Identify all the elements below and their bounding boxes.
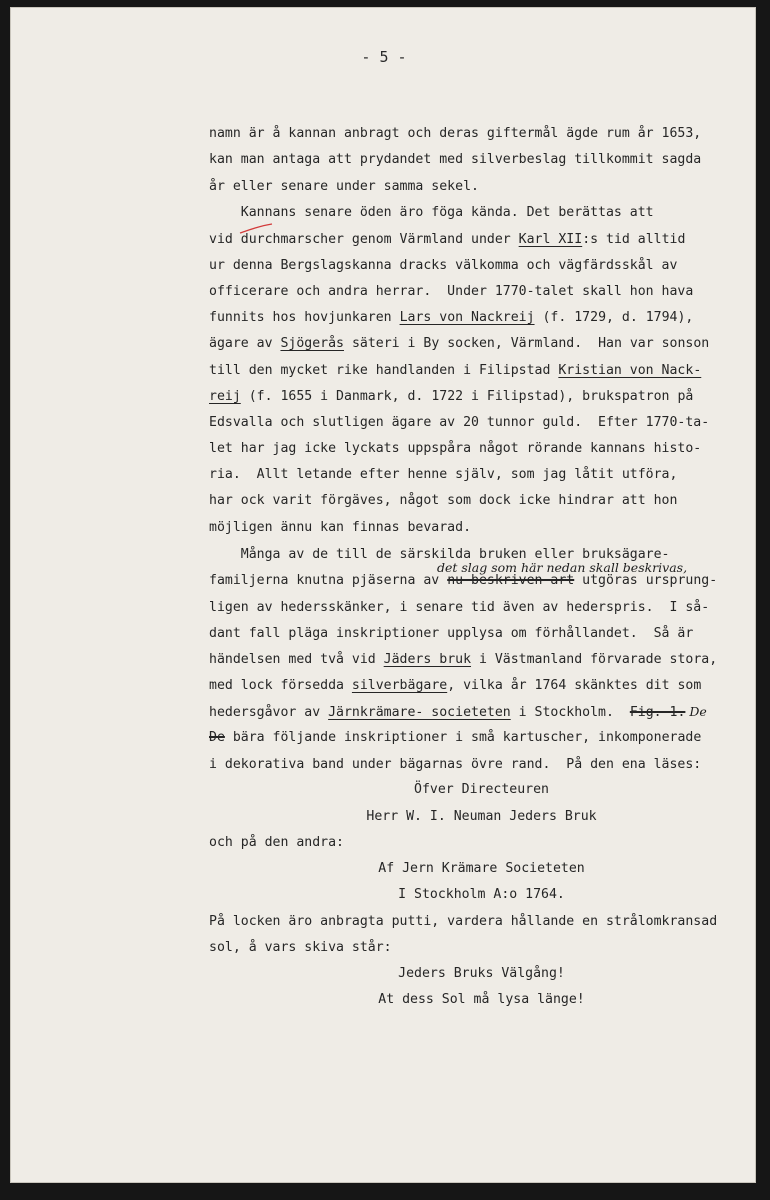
text-line xyxy=(209,573,717,589)
text-line: och på den andra: xyxy=(209,835,344,850)
text-line: Öfver Directeuren xyxy=(414,782,549,797)
text-line: Edsvalla och slutligen ägare av 20 tunnor guld. Efter 1770-ta- xyxy=(209,415,710,430)
line-segment: :s tid alltid xyxy=(582,232,686,247)
line-segment: hedersgåvor av xyxy=(209,705,329,720)
line-segment: , vilka år 1764 skänktes dit som xyxy=(447,678,702,693)
text-line: år eller senare under samma sekel. xyxy=(209,179,479,194)
text-line: Af Jern Krämare Societeten xyxy=(378,861,585,876)
handwritten-insert: De xyxy=(685,704,707,719)
line-segment: i Västmanland förvarade stora, xyxy=(471,652,718,667)
line-segment: (f. 1655 i Danmark, d. 1722 i Filipstad), brukspatron på xyxy=(240,389,694,404)
text-line xyxy=(209,678,701,694)
text-line xyxy=(209,704,707,721)
text-line xyxy=(209,310,693,326)
text-line: dant fall pläga inskriptioner upplysa om förhållandet. Så är xyxy=(209,626,694,641)
text-line xyxy=(209,363,701,379)
line-segment: bära följande inskriptioner i små kartuscher, inkomponerade xyxy=(224,730,702,745)
document-page xyxy=(10,7,756,1183)
text-line xyxy=(209,336,709,352)
text-line: sol, å vars skiva står: xyxy=(209,940,392,955)
underlined-name: Kristian von Nack- xyxy=(558,363,702,378)
text-line: officerare och andra herrar. Under 1770-talet skall hon hava xyxy=(209,284,694,299)
text-line: I Stockholm A:o 1764. xyxy=(398,887,565,902)
underlined-name: Sjögerås xyxy=(280,336,344,351)
handwritten-interlinear-note: det slag som här nedan skall beskrivas, xyxy=(437,560,688,575)
text-line: Jeders Bruks Välgång! xyxy=(398,966,565,981)
underlined-name: Lars von Nackreij xyxy=(399,310,535,325)
line-segment: i Stockholm. xyxy=(510,705,630,720)
line-segment: ägare av xyxy=(209,336,281,351)
text-line: kan man antaga att prydandet med silverbeslag tillkommit sagda xyxy=(209,152,702,167)
underlined-name: Järnkrämare- societeten xyxy=(328,705,511,720)
text-line: På locken äro anbragta putti, vardera hållande en strålomkransad xyxy=(209,914,718,929)
text-line: ligen av hedersskänker, i senare tid även av hederspris. I så- xyxy=(209,600,710,615)
line-segment: utgöras ursprung- xyxy=(574,573,718,588)
text-line xyxy=(209,232,685,248)
line-segment: till den mycket rike handlanden i Filipstad xyxy=(209,363,559,378)
text-line xyxy=(209,389,693,405)
text-line: ur denna Bergslagskanna dracks välkomma och vägfärdsskål av xyxy=(209,258,678,273)
text-line: har ock varit förgäves, något som dock icke hindrar att hon xyxy=(209,493,678,508)
line-segment: funnits hos hovjunkaren xyxy=(209,310,400,325)
page-number: - 5 - xyxy=(361,48,407,66)
line-segment: vid durchmarscher genom Värmland under xyxy=(209,232,519,247)
line-segment: familjerna knutna pjäserna av xyxy=(209,573,448,588)
underlined-name: reij xyxy=(209,389,241,404)
struck-text: Fig. 1. xyxy=(629,705,686,720)
underlined-name: Jäders bruk xyxy=(383,652,472,667)
struck-text: nu beskriven art xyxy=(447,573,575,588)
text-line: let har jag icke lyckats uppspåra något rörande kannans histo- xyxy=(209,441,702,456)
text-line: namn är å kannan anbragt och deras giftermål ägde rum år 1653, xyxy=(209,126,702,141)
underlined-name: silverbägare xyxy=(351,678,448,693)
text-line: i dekorativa band under bägarnas övre rand. På den ena läses: xyxy=(209,757,702,772)
text-line: At dess Sol må lysa länge! xyxy=(378,992,585,1007)
text-line: Kannans senare öden äro föga kända. Det berättas att xyxy=(209,205,654,220)
text-line: möjligen ännu kan finnas bevarad. xyxy=(209,520,472,535)
line-segment: händelsen med två vid xyxy=(209,652,384,667)
text-line xyxy=(209,730,701,746)
line-segment: säteri i By socken, Värmland. Han var sonson xyxy=(344,336,710,351)
struck-text: De xyxy=(209,730,225,745)
text-line: Herr W. I. Neuman Jeders Bruk xyxy=(366,809,597,824)
text-line: ria. Allt letande efter henne själv, som jag låtit utföra, xyxy=(209,467,678,482)
text-line: Många av de till de särskilda bruken eller bruksägare- xyxy=(209,547,670,562)
line-segment: med lock försedda xyxy=(209,678,352,693)
underlined-name: Karl XII xyxy=(518,232,583,247)
text-line xyxy=(209,652,717,668)
line-segment: (f. 1729, d. 1794), xyxy=(534,310,694,325)
